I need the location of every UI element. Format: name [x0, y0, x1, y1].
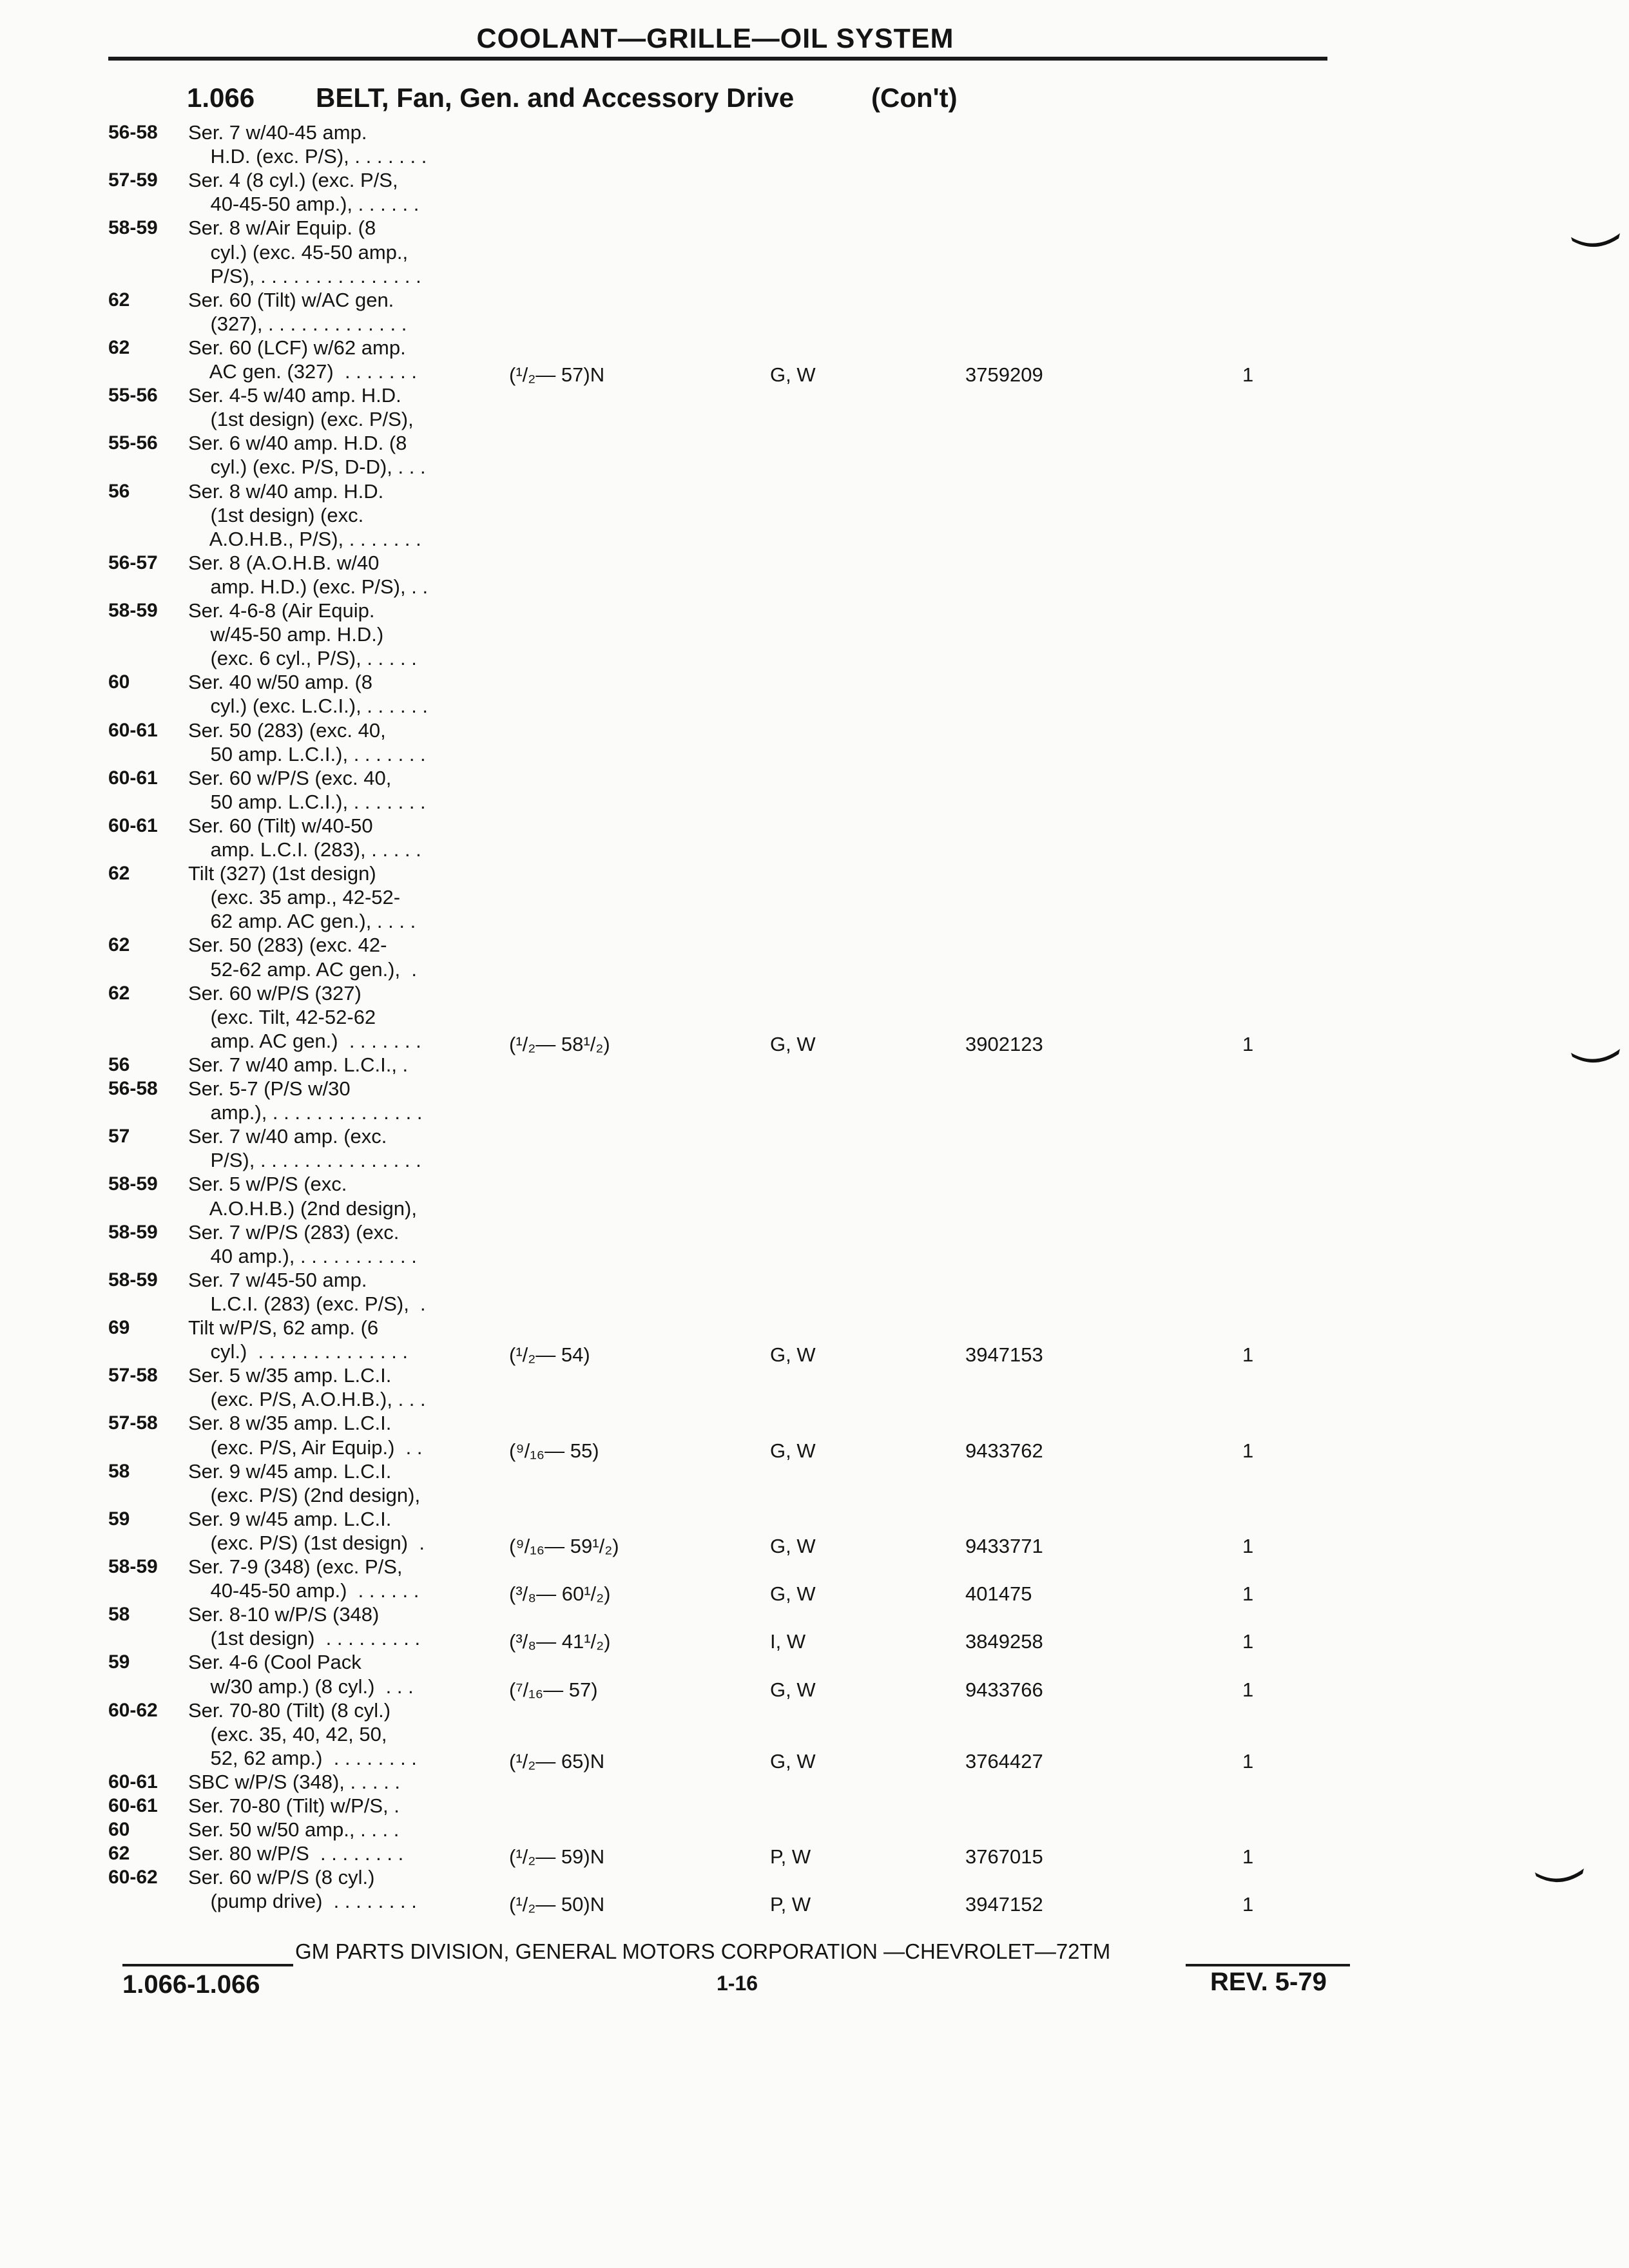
- section-title: BELT, Fan, Gen. and Accessory Drive: [316, 82, 795, 113]
- application-description: 40-45-50 amp.) . . . . . .: [188, 1579, 419, 1602]
- footer-corporation: GM PARTS DIVISION, GENERAL MOTORS CORPORATION —CHEVROLET—72TM: [295, 1939, 1111, 1963]
- application-description: (exc. P/S, A.O.H.B.), . . .: [188, 1388, 426, 1411]
- model-years: 62: [108, 1843, 130, 1865]
- belt-size: (⁹/₁₆— 55): [509, 1439, 599, 1462]
- usage-code: G, W: [770, 1678, 816, 1701]
- page-header-title: COOLANT—GRILLE—OIL SYSTEM: [476, 23, 954, 54]
- quantity: 1: [1242, 1534, 1254, 1557]
- part-number: 3759209: [965, 363, 1043, 386]
- belt-size: (⁷/₁₆— 57): [509, 1678, 598, 1701]
- model-years: 57-58: [108, 1365, 158, 1387]
- model-years: 60-61: [108, 767, 158, 789]
- quantity: 1: [1242, 1630, 1254, 1653]
- application-description: (1st design) (exc.: [188, 503, 364, 526]
- application-description: (exc. Tilt, 42-52-62: [188, 1005, 376, 1028]
- footer-section-range: 1.066-1.066: [122, 1970, 260, 1999]
- application-description: Ser. 4-5 w/40 amp. H.D.: [188, 384, 401, 407]
- application-description: Ser. 4-6-8 (Air Equip.: [188, 599, 375, 622]
- model-years: 60-61: [108, 1771, 158, 1792]
- application-description: H.D. (exc. P/S), . . . . . . .: [188, 145, 427, 168]
- model-years: 58-59: [108, 217, 158, 239]
- application-description: Ser. 40 w/50 amp. (8: [188, 671, 373, 694]
- model-years: 55-56: [108, 432, 158, 454]
- application-description: Ser. 7 w/45-50 amp.: [188, 1268, 367, 1291]
- application-description: 62 amp. AC gen.), . . . .: [188, 910, 416, 933]
- model-years: 56-58: [108, 122, 158, 143]
- usage-code: G, W: [770, 1582, 816, 1606]
- application-description: Ser. 70-80 (Tilt) (8 cyl.): [188, 1698, 391, 1722]
- application-description: Ser. 60 w/P/S (exc. 40,: [188, 766, 392, 789]
- application-description: Ser. 50 (283) (exc. 42-: [188, 934, 387, 957]
- usage-code: P, W: [770, 1893, 811, 1916]
- model-years: 58-59: [108, 1556, 158, 1577]
- quantity: 1: [1242, 1439, 1254, 1462]
- model-years: 58-59: [108, 1221, 158, 1243]
- section-continued: (Con't): [871, 82, 958, 113]
- application-description: cyl.) (exc. 45-50 amp.,: [188, 240, 409, 264]
- quantity: 1: [1242, 1032, 1254, 1055]
- application-description: Ser. 70-80 (Tilt) w/P/S, .: [188, 1794, 400, 1817]
- application-description: Ser. 7 w/P/S (283) (exc.: [188, 1220, 400, 1244]
- model-years: 62: [108, 863, 130, 885]
- binder-hole-mark: [1570, 1048, 1621, 1063]
- model-years: 62: [108, 982, 130, 1004]
- part-number: 3902123: [965, 1032, 1043, 1055]
- part-number: 3849258: [965, 1630, 1043, 1653]
- model-years: 62: [108, 934, 130, 956]
- application-description: A.O.H.B., P/S), . . . . . . .: [188, 527, 421, 550]
- application-description: amp. AC gen.) . . . . . . .: [188, 1029, 421, 1052]
- application-description: Ser. 60 (Tilt) w/AC gen.: [188, 288, 394, 311]
- belt-size: (¹/₂— 57)N: [509, 363, 605, 386]
- model-years: 60: [108, 1819, 130, 1841]
- application-description: w/30 amp.) (8 cyl.) . . .: [188, 1675, 414, 1698]
- application-description: amp. L.C.I. (283), . . . . .: [188, 838, 421, 861]
- usage-code: G, W: [770, 1749, 816, 1773]
- model-years: 58-59: [108, 600, 158, 621]
- application-description: 52, 62 amp.) . . . . . . . .: [188, 1746, 417, 1769]
- application-description: Ser. 9 w/45 amp. L.C.I.: [188, 1459, 392, 1483]
- application-description: Ser. 8 w/Air Equip. (8: [188, 216, 376, 240]
- application-description: SBC w/P/S (348), . . . . .: [188, 1770, 401, 1793]
- application-description: Ser. 7 w/40 amp. (exc.: [188, 1125, 387, 1148]
- binder-hole-mark: [1570, 232, 1621, 247]
- model-years: 57-58: [108, 1412, 158, 1434]
- part-number: 3947153: [965, 1343, 1043, 1367]
- belt-size: (¹/₂— 58¹/₂): [509, 1032, 610, 1055]
- quantity: 1: [1242, 1582, 1254, 1606]
- application-description: Ser. 7 w/40-45 amp.: [188, 121, 367, 144]
- application-description: Ser. 60 (LCF) w/62 amp.: [188, 336, 406, 359]
- quantity: 1: [1242, 1678, 1254, 1701]
- model-years: 58-59: [108, 1173, 158, 1195]
- application-description: Ser. 8 w/40 amp. H.D.: [188, 479, 384, 503]
- model-years: 60-61: [108, 719, 158, 741]
- application-description: Ser. 60 w/P/S (327): [188, 981, 361, 1004]
- application-description: Tilt w/P/S, 62 amp. (6: [188, 1316, 379, 1339]
- quantity: 1: [1242, 1893, 1254, 1916]
- application-description: (exc. 6 cyl., P/S), . . . . .: [188, 647, 417, 670]
- model-years: 56-58: [108, 1078, 158, 1099]
- application-description: L.C.I. (283) (exc. P/S), .: [188, 1292, 426, 1315]
- model-years: 58: [108, 1604, 130, 1626]
- model-years: 60-61: [108, 1795, 158, 1816]
- model-years: 60: [108, 671, 130, 693]
- usage-code: G, W: [770, 1343, 816, 1367]
- model-years: 60-61: [108, 814, 158, 836]
- belt-size: (¹/₂— 59)N: [509, 1845, 605, 1869]
- application-description: (exc. 35 amp., 42-52-: [188, 886, 401, 909]
- model-years: 62: [108, 336, 130, 358]
- application-description: Ser. 8 (A.O.H.B. w/40: [188, 551, 380, 574]
- application-description: Ser. 60 w/P/S (8 cyl.): [188, 1866, 375, 1889]
- application-description: (exc. 35, 40, 42, 50,: [188, 1722, 387, 1745]
- quantity: 1: [1242, 1343, 1254, 1367]
- part-number: 3767015: [965, 1845, 1043, 1869]
- application-description: cyl.) . . . . . . . . . . . . . .: [188, 1340, 409, 1363]
- application-description: Ser. 50 (283) (exc. 40,: [188, 718, 386, 742]
- part-number: 3947152: [965, 1893, 1043, 1916]
- quantity: 1: [1242, 1749, 1254, 1773]
- application-description: Ser. 5 w/35 amp. L.C.I.: [188, 1364, 392, 1387]
- application-description: Ser. 7-9 (348) (exc. P/S,: [188, 1555, 403, 1578]
- application-description: Ser. 5-7 (P/S w/30: [188, 1077, 351, 1100]
- belt-size: (⁹/₁₆— 59¹/₂): [509, 1534, 619, 1557]
- footer-revision: REV. 5-79: [1210, 1968, 1327, 1996]
- part-number: 9433771: [965, 1534, 1043, 1557]
- application-description: Ser. 4-6 (Cool Pack: [188, 1651, 361, 1674]
- model-years: 60-62: [108, 1867, 158, 1888]
- application-description: A.O.H.B.) (2nd design),: [188, 1196, 417, 1220]
- model-years: 56: [108, 480, 130, 502]
- model-years: 59: [108, 1508, 130, 1530]
- model-years: 57: [108, 1126, 130, 1148]
- application-description: w/45-50 amp. H.D.): [188, 623, 384, 646]
- application-description: Ser. 50 w/50 amp., . . . .: [188, 1818, 400, 1841]
- model-years: 56: [108, 1053, 130, 1075]
- application-description: Tilt (327) (1st design): [188, 862, 376, 885]
- usage-code: G, W: [770, 1439, 816, 1462]
- binder-hole-mark: [1534, 1867, 1585, 1883]
- quantity: 1: [1242, 363, 1254, 386]
- usage-code: G, W: [770, 1032, 816, 1055]
- model-years: 58-59: [108, 1269, 158, 1291]
- application-description: (exc. P/S) (2nd design),: [188, 1483, 421, 1506]
- application-description: 50 amp. L.C.I.), . . . . . . .: [188, 790, 426, 813]
- belt-size: (³/₈— 41¹/₂): [509, 1630, 611, 1653]
- model-years: 69: [108, 1317, 130, 1338]
- application-description: AC gen. (327) . . . . . . .: [188, 360, 417, 383]
- application-description: Ser. 5 w/P/S (exc.: [188, 1173, 347, 1196]
- application-description: 40-45-50 amp.), . . . . . .: [188, 193, 419, 216]
- application-description: (pump drive) . . . . . . . .: [188, 1890, 417, 1913]
- model-years: 55-56: [108, 385, 158, 407]
- part-number: 9433762: [965, 1439, 1043, 1462]
- application-description: P/S), . . . . . . . . . . . . . . .: [188, 264, 421, 287]
- part-number: 3764427: [965, 1749, 1043, 1773]
- part-number: 401475: [965, 1582, 1032, 1606]
- application-description: amp.), . . . . . . . . . . . . . .: [188, 1101, 423, 1124]
- model-years: 60-62: [108, 1699, 158, 1721]
- application-description: Ser. 60 (Tilt) w/40-50: [188, 814, 373, 837]
- belt-size: (¹/₂— 50)N: [509, 1893, 605, 1916]
- application-description: amp. H.D.) (exc. P/S), . .: [188, 575, 429, 598]
- footer-rule-left: [122, 1964, 293, 1966]
- application-description: Ser. 7 w/40 amp. L.C.I., .: [188, 1053, 409, 1076]
- quantity: 1: [1242, 1845, 1254, 1869]
- usage-code: I, W: [770, 1630, 806, 1653]
- usage-code: P, W: [770, 1845, 811, 1869]
- application-description: Ser. 80 w/P/S . . . . . . . .: [188, 1842, 404, 1865]
- belt-size: (¹/₂— 54): [509, 1343, 590, 1367]
- application-description: (327), . . . . . . . . . . . . .: [188, 312, 407, 335]
- model-years: 59: [108, 1651, 130, 1673]
- application-description: 50 amp. L.C.I.), . . . . . . .: [188, 742, 426, 765]
- model-years: 58: [108, 1460, 130, 1482]
- application-description: Ser. 6 w/40 amp. H.D. (8: [188, 432, 407, 455]
- application-description: Ser. 4 (8 cyl.) (exc. P/S,: [188, 169, 398, 192]
- application-description: P/S), . . . . . . . . . . . . . . .: [188, 1149, 421, 1172]
- model-years: 56-57: [108, 552, 158, 573]
- model-years: 62: [108, 289, 130, 311]
- usage-code: G, W: [770, 1534, 816, 1557]
- application-description: (1st design) (exc. P/S),: [188, 408, 414, 431]
- part-number: 9433766: [965, 1678, 1043, 1701]
- application-description: cyl.) (exc. P/S, D-D), . . .: [188, 456, 426, 479]
- footer-page-number: 1-16: [717, 1972, 758, 1995]
- application-description: (exc. P/S) (1st design) .: [188, 1531, 425, 1554]
- application-description: Ser. 8 w/35 amp. L.C.I.: [188, 1412, 392, 1435]
- belt-size: (³/₈— 60¹/₂): [509, 1582, 611, 1606]
- header-rule: [108, 57, 1327, 61]
- application-description: 52-62 amp. AC gen.), .: [188, 957, 417, 981]
- section-number: 1.066: [187, 82, 255, 113]
- application-description: Ser. 9 w/45 amp. L.C.I.: [188, 1507, 392, 1530]
- application-description: cyl.) (exc. L.C.I.), . . . . . .: [188, 695, 429, 718]
- belt-size: (¹/₂— 65)N: [509, 1749, 605, 1773]
- application-description: (exc. P/S, Air Equip.) . .: [188, 1436, 423, 1459]
- usage-code: G, W: [770, 363, 816, 386]
- application-description: (1st design) . . . . . . . . .: [188, 1627, 421, 1650]
- application-description: Ser. 8-10 w/P/S (348): [188, 1603, 380, 1626]
- application-description: 40 amp.), . . . . . . . . . . .: [188, 1244, 417, 1267]
- footer-rule-right: [1186, 1964, 1350, 1966]
- model-years: 57-59: [108, 169, 158, 191]
